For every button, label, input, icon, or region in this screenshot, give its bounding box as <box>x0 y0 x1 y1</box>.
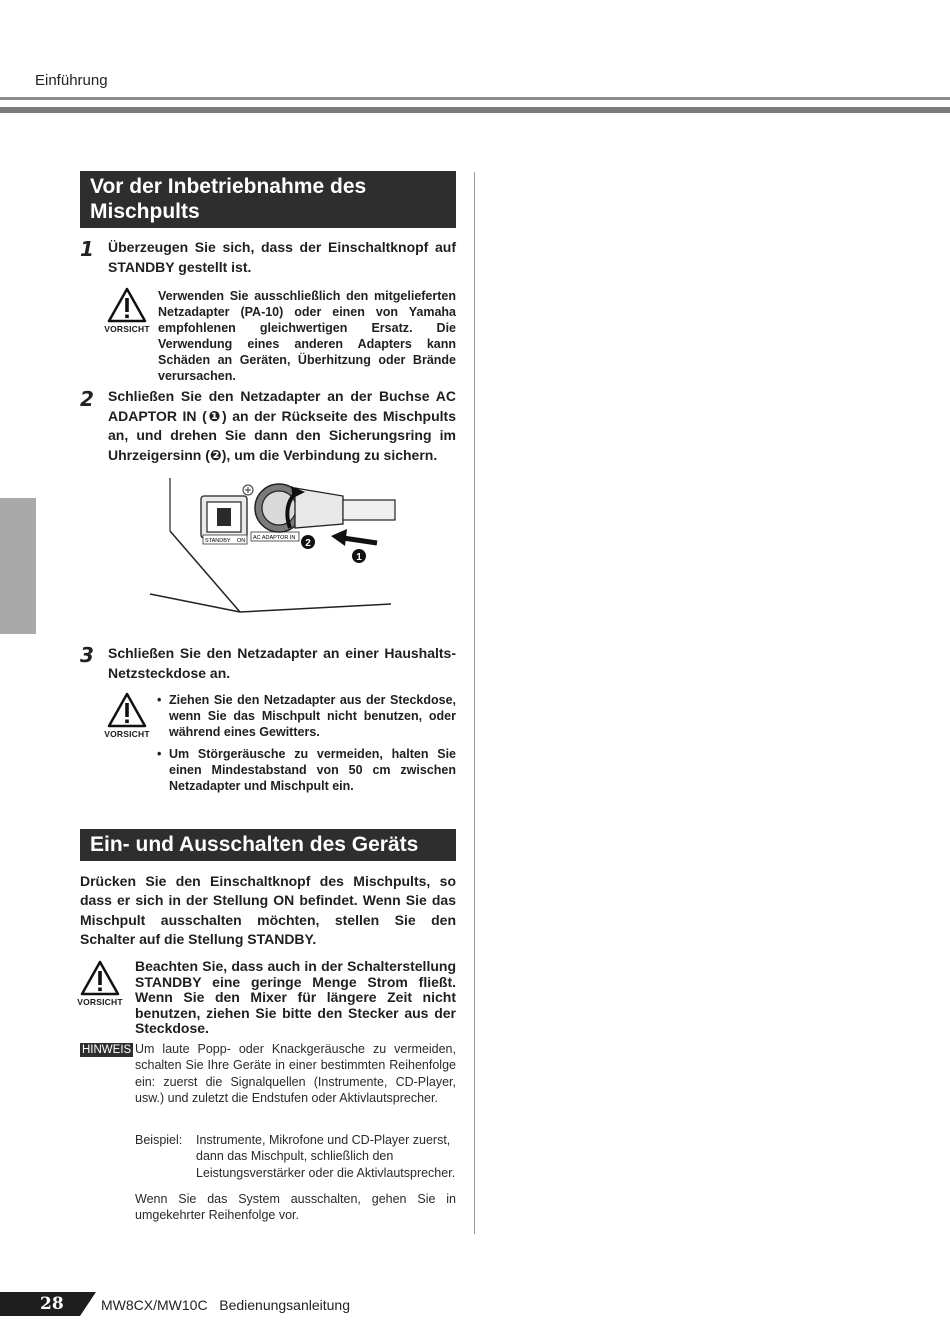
step-number: 2 <box>80 387 94 411</box>
section-heading-before-use: Vor der Inbetriebnahme des Mischpults <box>80 171 456 228</box>
example-text: Instrumente, Mikrofone und CD-Player zuerst, dann das Mischpult, schließlich den Leistungsverstärker oder die Aktivlautsprecher. <box>196 1133 456 1180</box>
warning-triangle-icon <box>107 692 147 728</box>
on-label: ON <box>237 538 246 544</box>
closing-note: Wenn Sie das System ausschalten, gehen Sie in umgekehrter Reihenfolge vor. <box>135 1192 456 1223</box>
note-text: Um laute Popp- oder Knackgeräusche zu vermeiden, schalten Sie Ihre Geräte in einer bestimmten Reihenfolge ein: zuerst die Signalquellen (Instrumente, CD-Player, usw.) und zuletzt die Endstufen oder Aktivlautsprecher. <box>135 1042 456 1105</box>
footer-title: MW8CX/MW10C Bedienungsanleitung <box>101 1297 351 1313</box>
step-number: 1 <box>80 237 94 261</box>
standby-label: STANDBY <box>205 538 231 544</box>
header-rule-thick <box>0 107 950 113</box>
header-rule-thin <box>0 97 950 100</box>
caution-block <box>77 960 123 1007</box>
caution-item: • Ziehen Sie den Netzadapter aus der Steckdose, wenn Sie das Mischpult nicht benutzen, oder während eines Gewitters. <box>157 692 456 740</box>
rear-panel-illustration <box>145 476 405 616</box>
warning-triangle-icon <box>107 287 147 323</box>
svg-text:2: 2 <box>305 538 311 549</box>
section-heading-power: Ein- und Ausschalten des Geräts <box>80 829 456 861</box>
running-head: Einführung <box>35 72 108 89</box>
chapter-side-tab <box>0 498 36 634</box>
caution-label: VORSICHT <box>104 324 150 334</box>
caution-block <box>104 692 150 739</box>
step-number: 3 <box>80 643 94 667</box>
caution-label: VORSICHT <box>77 997 123 1007</box>
example-label: Beispiel: <box>135 1133 183 1147</box>
ac-adaptor-in-label: AC ADAPTOR IN <box>253 535 296 541</box>
svg-text:1: 1 <box>356 552 362 563</box>
column-divider <box>474 172 475 1234</box>
power-intro-paragraph: Drücken Sie den Einschaltknopf des Mischpults, so dass er sich in der Stellung ON befindet. Wenn Sie das Mischpult ausschalten möchten, stellen Sie den Schalter auf die Stellung STANDBY. <box>80 873 456 947</box>
step-text: Schließen Sie den Netzadapter an einer Haushalts-Netzsteckdose an. <box>108 645 456 681</box>
step-text: Überzeugen Sie sich, dass der Einschaltknopf auf STANDBY gestellt ist. <box>108 239 456 275</box>
caution-text: Beachten Sie, dass auch in der Schalterstellung STANDBY eine geringe Menge Strom fließt. Wenn Sie den Mixer für längere Zeit nicht benutzen, ziehen Sie bitte den Stecker aus der Steckdose. <box>135 958 456 1036</box>
hinweis-badge: HINWEIS <box>82 1044 132 1056</box>
caution-block <box>104 287 150 334</box>
caution-list <box>157 692 456 800</box>
warning-triangle-icon <box>80 960 120 996</box>
step-text: Schließen Sie den Netzadapter an der Buchse AC ADAPTOR IN (❶) an der Rückseite des Mischpults an, und drehen Sie dann den Sicherungsring im Uhrzeigersinn (❷), um die Verbindung zu sichern. <box>108 388 456 463</box>
caution-text: Verwenden Sie ausschließlich den mitgelieferten Netzadapter (PA-10) oder einen von Yamaha empfohlenen gleichwertigen Ersatz. Die Verwendung eines anderen Adapters kann Schäden an Geräten, Überhitzung oder Brände verursachen. <box>158 289 456 383</box>
caution-label: VORSICHT <box>104 729 150 739</box>
caution-item: • Um Störgeräusche zu vermeiden, halten Sie einen Mindestabstand von 50 cm zwischen Netzadapter und Mischpult ein. <box>157 746 456 794</box>
page-number: 28 <box>40 1294 64 1314</box>
